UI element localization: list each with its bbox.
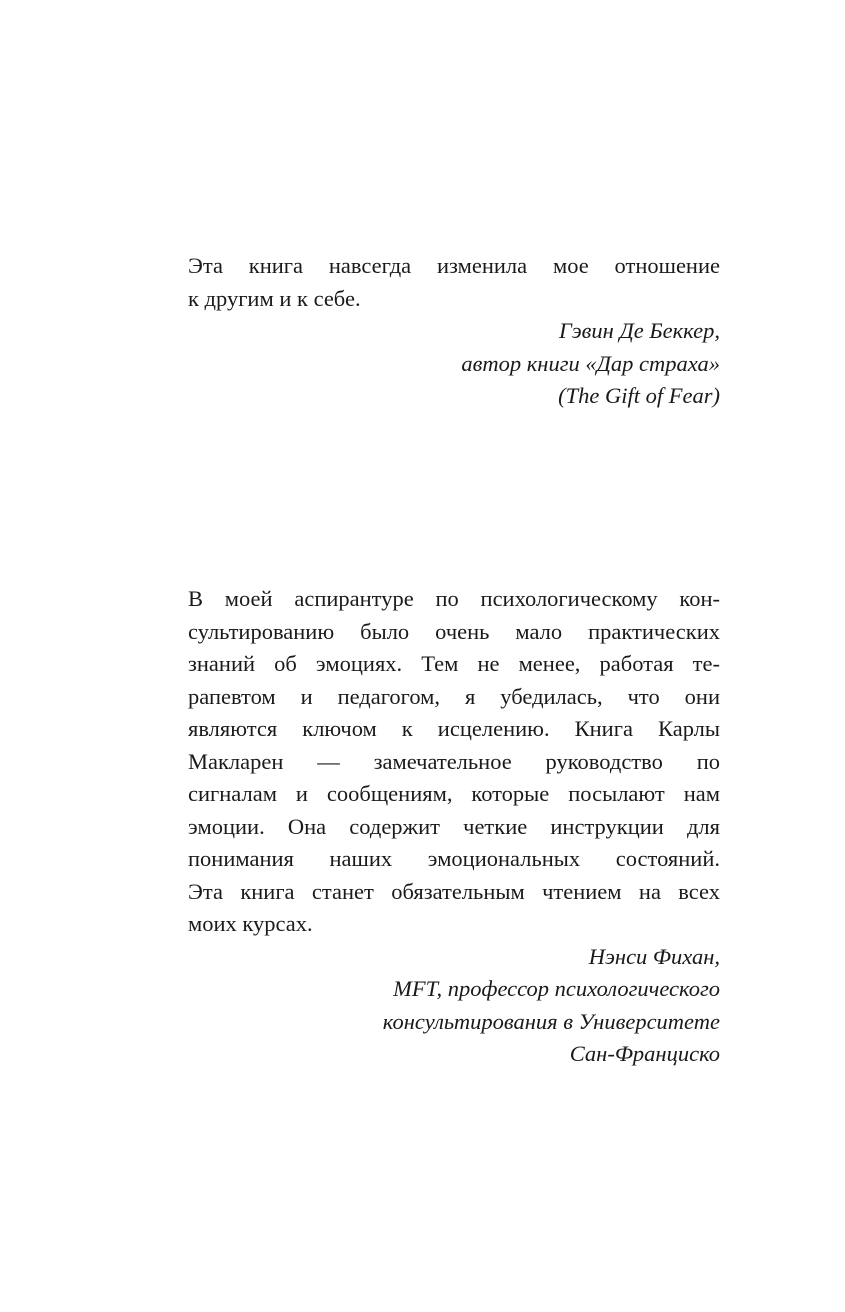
attribution-author: Гэвин Де Беккер, (558, 318, 720, 343)
endorsement-quote-1 (188, 250, 720, 413)
quote-line: рапевтом и педагогом, я убедилась, что они (188, 683, 720, 709)
quote-line: моих курсах. (188, 911, 313, 936)
quote-line: сигналам и сообщениям, которые посылают нам (188, 781, 720, 806)
quote-line: В моей аспирантуре по психологическому кон- (188, 586, 720, 611)
quote-line: Эта книга станет обязательным чтением на всех (188, 878, 720, 904)
quote-line: эмоции. Она содержит четкие инструкции для (188, 813, 720, 839)
attribution-line: Сан-Франциско (569, 1041, 720, 1066)
attribution-line: MFT, профессор психологического (393, 976, 720, 1001)
attribution-line: (The Gift of Fear) (558, 383, 720, 408)
quote-text (188, 250, 720, 315)
quote-attribution (188, 315, 720, 413)
attribution-line: консультирования в Университете (382, 1008, 720, 1034)
quote-line: к другим и к себе. (188, 285, 361, 311)
quote-line: являются ключом к исцелению. Книга Карлы (188, 716, 720, 741)
quote-text (188, 583, 720, 941)
quote-attribution (188, 941, 720, 1071)
quote-line: сультированию было очень мало практических (188, 618, 720, 644)
endorsement-quote-2 (188, 583, 720, 1071)
attribution-line: автор книги «Дар страха» (461, 350, 720, 376)
attribution-author: Нэнси Фихан, (588, 943, 720, 969)
quote-line: знаний об эмоциях. Тем не менее, работая те- (188, 651, 720, 676)
quote-line: Макларен — замечательное руководство по (188, 748, 720, 774)
quote-line: понимания наших эмоциональных состояний. (188, 846, 720, 871)
quote-line: Эта книга навсегда изменила мое отношение (188, 253, 720, 278)
